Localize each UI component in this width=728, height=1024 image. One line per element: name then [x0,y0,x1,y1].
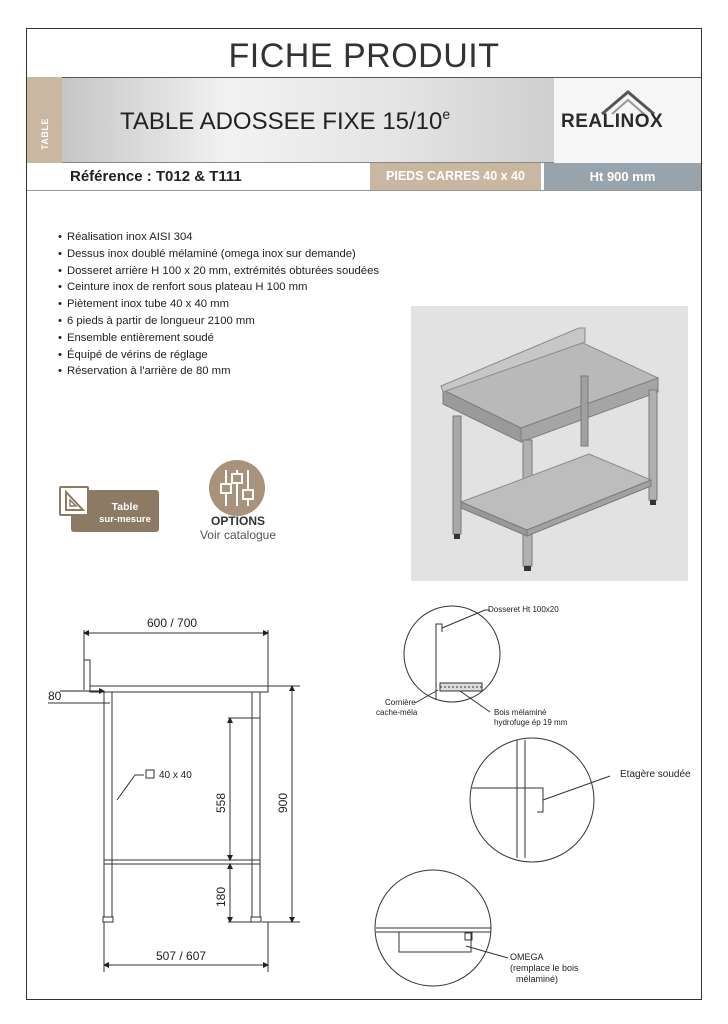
logo-text: REALINOX [561,111,664,132]
feature-item: • Équipé de vérins de réglage [58,347,379,364]
detail-etagere [470,738,610,862]
feature-item: • 6 pieds à partir de longueur 2100 mm [58,313,379,330]
dim-width-label: 600 / 700 [147,616,198,630]
custom-badge-line1: Table [111,501,139,513]
custom-badge-line2: sur-mesure [99,514,151,525]
page-title: FICHE PRODUIT [228,37,500,75]
dim-tube-label: 40 x 40 [159,770,192,781]
feature-item: • Dessus inox doublé mélaminé (omega inox sur demande) [58,246,379,263]
omega-label-line1: OMEGA [510,952,544,962]
bois-label-line2: hydrofuge ép 19 mm [494,718,568,727]
omega-label-line2: (remplace le bois [510,963,579,973]
height-spec-badge: Ht 900 mm [544,163,701,190]
feet-spec-badge: PIEDS CARRES 40 x 40 [370,163,541,190]
side-view-drawing [48,630,300,972]
omega-label-line3: mélaminé) [516,974,559,984]
dim-reserve-label: 80 [48,689,62,703]
dosseret-label: Dosseret Ht 100x20 [488,605,559,614]
detail-dosseret [404,606,500,712]
bois-label-line1: Bois mélaminé [494,708,547,717]
reference-text: Référence : T012 & T111 [70,168,242,185]
product-title: TABLE ADOSSEE FIXE 15/10e [120,106,451,135]
feature-item: • Piètement inox tube 40 x 40 mm [58,296,379,313]
category-tab: TABLE [27,77,62,191]
corniere-label-line1: Cornière [385,698,416,707]
dim-bottom-width-label: 507 / 607 [156,949,207,963]
etagere-label: Etagère soudée [620,769,691,780]
feature-item: • Réalisation inox AISI 304 [58,229,379,246]
dim-under-label: 558 [214,792,228,814]
dim-total-height-label: 900 [276,792,290,814]
feature-item: • Réservation à l'arrière de 80 mm [58,363,379,380]
detail-omega [375,870,508,986]
feature-item: • Ensemble entièrement soudé [58,330,379,347]
feature-item: • Dosseret arrière H 100 x 20 mm, extrémités obturées soudées [58,263,379,280]
options-subtitle: Voir catalogue [199,528,277,542]
options-title: OPTIONS [210,514,265,528]
dim-shelf-label: 180 [214,886,228,908]
corniere-label-line2: cache-méla [376,708,418,717]
feature-item: • Ceinture inox de renfort sous plateau H 100 mm [58,279,379,296]
